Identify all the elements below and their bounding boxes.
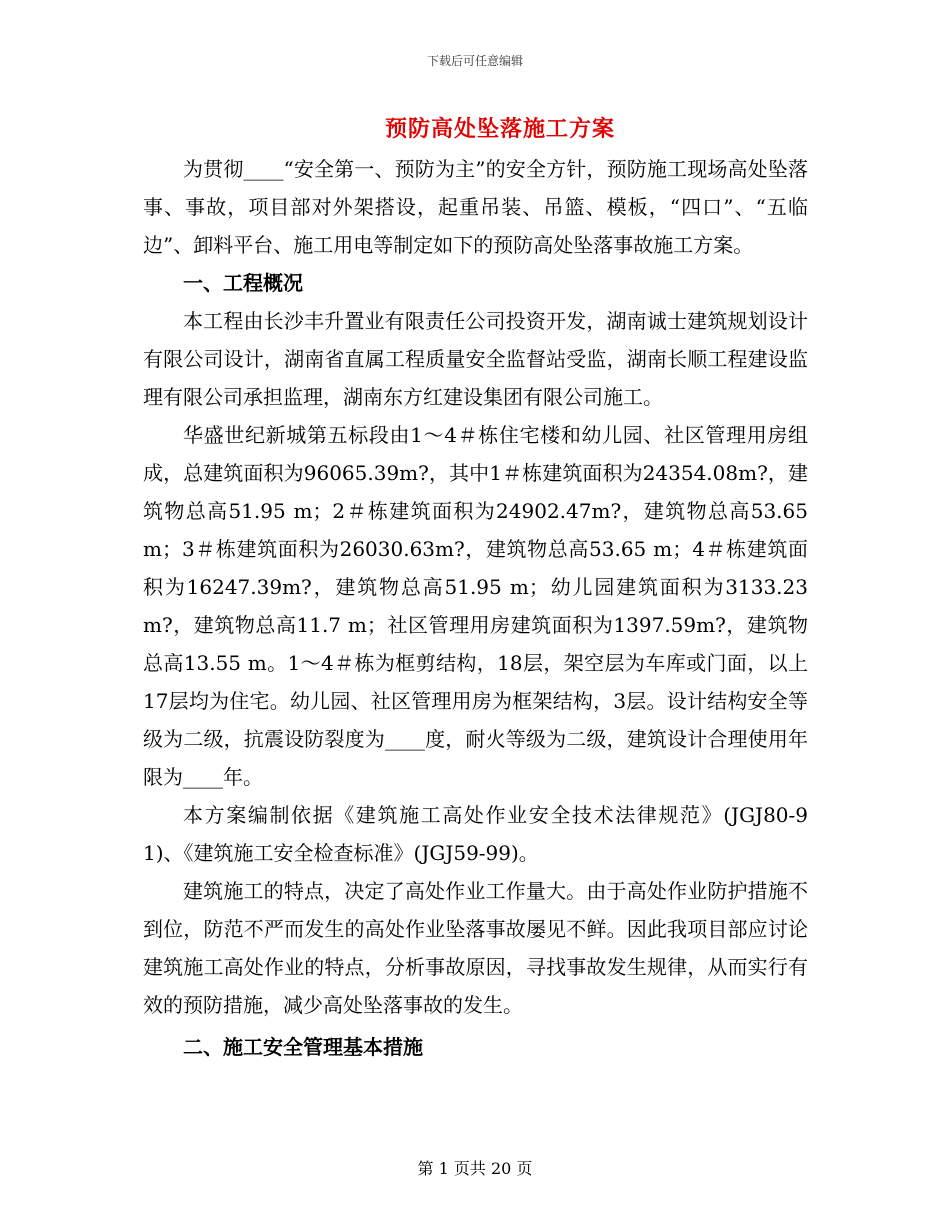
section-heading-safety-measures: 二、施工安全管理基本措施 <box>183 1035 423 1059</box>
overview-paragraph-1: 本工程由长沙丰升置业有限责任公司投资开发，湖南诚士建筑规划设计有限公司设计，湖南省直属工程质量安全监督站受监，湖南长顺工程建设监理有限公司承担监理，湖南东方红建设集团有限公司施工。 <box>143 309 808 409</box>
document-title: 预防高处坠落施工方案 <box>384 116 615 142</box>
overview-paragraph-3: 本方案编制依据《建筑施工高处作业安全技术法律规范》(JGJ80-91)、《建筑施工安全检查标准》(JGJ59-99)。 <box>143 803 808 865</box>
header-note: 下载后可任意编辑 <box>426 54 523 68</box>
page-number: 第 1 页共 20 页 <box>417 1159 533 1178</box>
section-heading-overview: 一、工程概况 <box>183 271 303 295</box>
intro-paragraph: 为贯彻____“安全第一、预防为主”的安全方针，预防施工现场高处坠落事、事故，项目部对外架搭设，起重吊装、吊篮、模板，“四口”、“五临边”、卸料平台、施工用电等制定如下的预防高处坠落事故施工方案。 <box>143 157 808 257</box>
overview-paragraph-4: 建筑施工的特点，决定了高处作业工作量大。由于高处作业防护措施不到位，防范不严而发生的高处作业坠落事故屡见不鲜。因此我项目部应讨论建筑施工高处作业的特点，分析事故原因，寻找事故发生规律，从而实行有效的预防措施，减少高处坠落事故的发生。 <box>143 879 808 1017</box>
overview-paragraph-2: 华盛世纪新城第五标段由1～4＃栋住宅楼和幼儿园、社区管理用房组成，总建筑面积为96065.39m?，其中1＃栋建筑面积为24354.08m?，建筑物总高51.95 m；2＃栋建筑面积为24902.47m?，建筑物总高53.65 m；3＃栋建筑面积为26030.63m?，建筑物总高53.65 m；4＃栋建筑面积为16247.39m?，建筑物总高51.95 m；幼儿园建筑面积为3133.23m?，建筑物总高11.7 m；社区管理用房建筑面积为1397.59m?，建筑物总高13.55 m。1～4＃栋为框剪结构，18层，架空层为车库或门面，以上17层均为住宅。幼儿园、社区管理用房为框架结构，3层。设计结构安全等级为二级，抗震设防裂度为____度，耐火等级为二级，建筑设计合理使用年限为____年。 <box>143 423 808 789</box>
document-body <box>143 150 808 1066</box>
